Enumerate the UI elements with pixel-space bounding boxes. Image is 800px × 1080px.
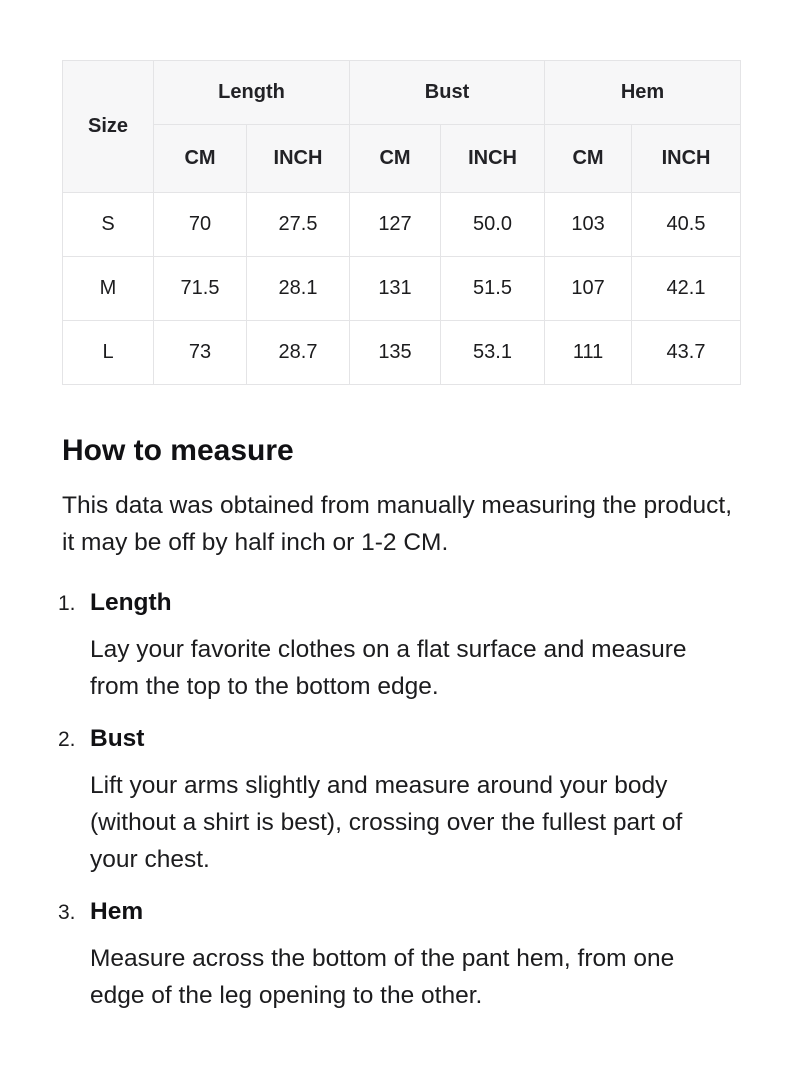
value-cell: 103 — [545, 193, 632, 257]
group-header-length: Length — [154, 61, 350, 125]
size-guide-page — [0, 60, 800, 1080]
value-cell: 28.7 — [247, 321, 350, 385]
step-body — [90, 587, 800, 705]
size-column-header: Size — [63, 61, 154, 193]
unit-header-hem-inch: INCH — [632, 125, 741, 193]
value-cell: 50.0 — [441, 193, 545, 257]
step-description: Lay your favorite clothes on a flat surface and measure from the top to the bottom edge. — [90, 636, 687, 700]
value-cell: 70 — [154, 193, 247, 257]
table-row-size-l — [63, 321, 741, 385]
step-term-length: Length — [90, 589, 172, 616]
how-to-measure-heading: How to measure — [62, 434, 294, 467]
unit-header-bust-inch: INCH — [441, 125, 545, 193]
value-cell: 43.7 — [632, 321, 741, 385]
step-number: 1. — [58, 592, 76, 615]
table-row-size-m — [63, 257, 741, 321]
value-cell: 51.5 — [441, 257, 545, 321]
table-header-group-row — [63, 61, 741, 125]
value-cell: 135 — [350, 321, 441, 385]
value-cell: 107 — [545, 257, 632, 321]
step-description: Lift your arms slightly and measure around your body (without a shirt is best), crossing over the fullest part of your chest. — [90, 772, 683, 873]
measure-steps-list — [58, 587, 800, 1014]
step-number: 3. — [58, 901, 76, 924]
value-cell: 131 — [350, 257, 441, 321]
size-cell: M — [63, 257, 154, 321]
value-cell: 28.1 — [247, 257, 350, 321]
group-header-bust: Bust — [350, 61, 545, 125]
size-chart-table — [62, 60, 741, 385]
value-cell: 40.5 — [632, 193, 741, 257]
value-cell: 127 — [350, 193, 441, 257]
step-description: Measure across the bottom of the pant hem, from one edge of the leg opening to the other. — [90, 945, 675, 1009]
size-cell: L — [63, 321, 154, 385]
size-cell: S — [63, 193, 154, 257]
step-body — [90, 723, 800, 878]
step-term-hem: Hem — [90, 898, 144, 925]
step-term-bust: Bust — [90, 725, 145, 752]
value-cell: 111 — [545, 321, 632, 385]
how-to-measure-intro: This data was obtained from manually measuring the product, it may be off by half inch or 1-2 CM. — [62, 492, 733, 556]
value-cell: 71.5 — [154, 257, 247, 321]
step-body — [90, 896, 800, 1014]
step-number: 2. — [58, 728, 76, 751]
unit-header-hem-cm: CM — [545, 125, 632, 193]
list-item-hem — [58, 896, 800, 1014]
value-cell: 27.5 — [247, 193, 350, 257]
list-item-bust — [58, 723, 800, 878]
unit-header-length-inch: INCH — [247, 125, 350, 193]
value-cell: 73 — [154, 321, 247, 385]
table-row-size-s — [63, 193, 741, 257]
table-header-unit-row — [63, 125, 741, 193]
value-cell: 42.1 — [632, 257, 741, 321]
unit-header-length-cm: CM — [154, 125, 247, 193]
group-header-hem: Hem — [545, 61, 741, 125]
value-cell: 53.1 — [441, 321, 545, 385]
unit-header-bust-cm: CM — [350, 125, 441, 193]
list-item-length — [58, 587, 800, 705]
